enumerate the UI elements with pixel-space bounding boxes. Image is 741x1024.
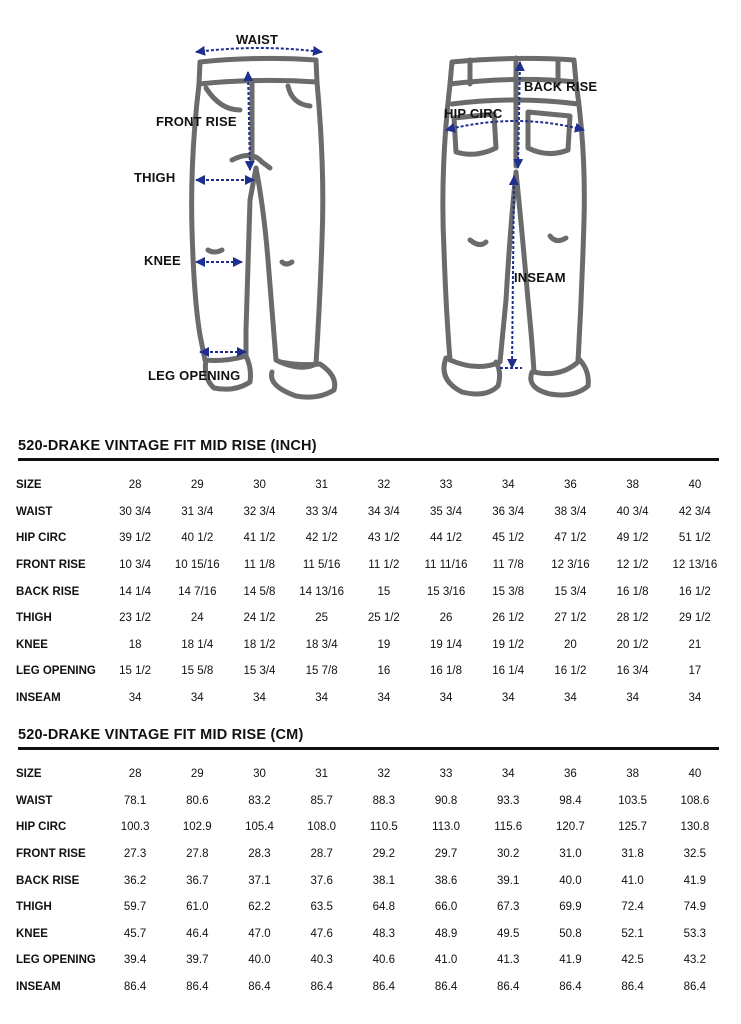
table-cell: 30.2	[497, 848, 520, 861]
row-label: BACK RISE	[16, 585, 80, 598]
table-cell: 28.3	[248, 848, 271, 861]
table-cell: 25 1/2	[367, 612, 400, 625]
table-cell: 15 3/4	[243, 665, 276, 678]
table-cell: 51 1/2	[678, 532, 711, 545]
table-cell: 100.3	[120, 821, 150, 834]
table-cell: 86.4	[621, 981, 644, 994]
row-label: SIZE	[16, 479, 42, 492]
table-cell: 28	[128, 768, 142, 781]
table-cell: 29.7	[434, 848, 458, 861]
table-cell: 17	[688, 665, 702, 678]
table-row	[14, 499, 726, 526]
cm-size-table	[14, 761, 726, 1000]
table-cell: 37.1	[248, 874, 271, 887]
table-cell: 93.3	[497, 794, 520, 807]
table-cell: 43.2	[683, 954, 707, 967]
table-cell: 113.0	[432, 821, 460, 834]
row-label: HIP CIRC	[16, 821, 67, 834]
table-cell: 86.4	[248, 981, 271, 994]
table-cell: 27.8	[186, 848, 209, 861]
row-label: THIGH	[16, 901, 52, 914]
table-cell: 34	[128, 692, 142, 705]
table-cell: 18 1/4	[181, 638, 214, 651]
table-cell: 40.0	[559, 874, 582, 887]
table-cell: 34	[564, 692, 577, 705]
table-cell: 86.4	[372, 981, 396, 994]
row-label: LEG OPENING	[16, 665, 96, 678]
table-cell: 12 1/2	[616, 559, 649, 572]
table-row	[14, 632, 726, 659]
inch-table-title: 520-DRAKE VINTAGE FIT MID RISE (INCH)	[18, 438, 317, 454]
table-cell: 11 11/16	[424, 559, 468, 572]
table-cell: 11 1/2	[368, 559, 400, 572]
table-cell: 40 1/2	[181, 532, 214, 545]
row-label: HIP CIRC	[16, 532, 67, 545]
table-cell: 40.0	[248, 954, 271, 967]
table-cell: 15 1/2	[119, 665, 152, 678]
table-row	[14, 974, 726, 1001]
table-cell: 12 3/16	[551, 559, 590, 572]
table-cell: 18 1/2	[243, 638, 276, 651]
table-cell: 19 1/2	[492, 638, 525, 651]
table-row	[14, 552, 726, 579]
table-cell: 31 3/4	[181, 505, 214, 518]
table-cell: 41.9	[559, 954, 582, 967]
table-cell: 88.3	[372, 794, 396, 807]
table-cell: 34 3/4	[367, 505, 400, 518]
table-cell: 120.7	[556, 821, 585, 834]
table-cell: 32	[377, 768, 391, 781]
row-label: THIGH	[16, 612, 52, 625]
table-cell: 38.6	[434, 874, 458, 887]
table-cell: 40	[688, 479, 702, 492]
table-cell: 41.0	[434, 954, 458, 967]
row-label: KNEE	[16, 638, 48, 651]
front-pants-drawing	[192, 58, 335, 397]
table-cell: 30	[253, 768, 266, 781]
table-cell: 36 3/4	[492, 505, 525, 518]
table-cell: 86.4	[123, 981, 147, 994]
table-cell: 16 1/4	[492, 665, 525, 678]
table-cell: 45 1/2	[492, 532, 525, 545]
table-cell: 20 1/2	[616, 638, 649, 651]
table-cell: 39.4	[123, 954, 147, 967]
row-label: INSEAM	[16, 692, 61, 705]
table-cell: 16 1/2	[678, 585, 711, 598]
table-cell: 27.3	[123, 848, 147, 861]
table-cell: 61.0	[186, 901, 209, 914]
table-cell: 48.9	[434, 927, 458, 940]
table-cell: 40.6	[372, 954, 396, 967]
row-label: BACK RISE	[16, 874, 80, 887]
table-cell: 103.5	[618, 794, 647, 807]
table-cell: 45.7	[123, 927, 147, 940]
table-cell: 105.4	[245, 821, 274, 834]
table-cell: 66.0	[434, 901, 458, 914]
table-cell: 31	[315, 768, 329, 781]
table-cell: 41 1/2	[243, 532, 276, 545]
waist-arrow	[196, 48, 322, 52]
table-cell: 38.1	[372, 874, 396, 887]
table-cell: 62.2	[248, 901, 271, 914]
table-cell: 41.3	[497, 954, 520, 967]
table-cell: 31	[315, 479, 329, 492]
table-cell: 11 1/8	[243, 559, 276, 572]
inch-table-rule	[18, 458, 719, 461]
table-cell: 15 3/4	[554, 585, 587, 598]
table-cell: 36	[564, 768, 577, 781]
table-cell: 34	[501, 479, 515, 492]
leg-opening-label: LEG OPENING	[148, 368, 241, 383]
table-cell: 83.2	[248, 794, 271, 807]
table-row	[14, 525, 726, 552]
table-cell: 16 3/4	[616, 665, 649, 678]
waist-label: WAIST	[236, 32, 279, 47]
table-cell: 33 3/4	[305, 505, 338, 518]
table-cell: 14 13/16	[299, 585, 345, 598]
table-cell: 14 7/16	[178, 585, 217, 598]
inch-size-table	[14, 472, 726, 711]
table-cell: 20	[564, 638, 577, 651]
table-cell: 47.6	[310, 927, 333, 940]
table-cell: 34	[315, 692, 329, 705]
table-cell: 30 3/4	[119, 505, 152, 518]
table-cell: 26 1/2	[492, 612, 525, 625]
table-cell: 33	[439, 768, 453, 781]
front-rise-label: FRONT RISE	[156, 114, 237, 129]
table-cell: 19 1/4	[430, 638, 463, 651]
table-cell: 50.8	[559, 927, 582, 940]
table-row	[14, 867, 726, 894]
table-cell: 78.1	[123, 794, 147, 807]
table-cell: 29	[190, 768, 204, 781]
table-cell: 15 3/8	[492, 585, 525, 598]
table-cell: 38 3/4	[554, 505, 587, 518]
table-cell: 34	[439, 692, 453, 705]
table-cell: 27 1/2	[554, 612, 587, 625]
table-cell: 34	[501, 692, 515, 705]
table-cell: 28 1/2	[616, 612, 649, 625]
table-cell: 37.6	[310, 874, 333, 887]
table-cell: 108.0	[307, 821, 337, 834]
table-cell: 36	[564, 479, 577, 492]
table-cell: 15 5/8	[181, 665, 214, 678]
table-cell: 24	[190, 612, 204, 625]
table-cell: 39.7	[186, 954, 209, 967]
table-cell: 28.7	[310, 848, 333, 861]
table-cell: 34	[501, 768, 515, 781]
table-cell: 39.1	[497, 874, 520, 887]
table-cell: 10 3/4	[119, 559, 152, 572]
thigh-label: THIGH	[134, 170, 176, 185]
table-row	[14, 658, 726, 685]
table-cell: 72.4	[621, 901, 644, 914]
table-cell: 86.4	[559, 981, 582, 994]
table-cell: 29.2	[372, 848, 396, 861]
table-cell: 34	[190, 692, 204, 705]
cm-table-rule	[18, 747, 719, 750]
table-cell: 125.7	[618, 821, 647, 834]
row-label: KNEE	[16, 927, 48, 940]
table-cell: 25	[315, 612, 329, 625]
table-cell: 31.8	[621, 848, 644, 861]
table-cell: 16 1/8	[430, 665, 463, 678]
table-cell: 85.7	[310, 794, 333, 807]
table-cell: 19	[377, 638, 391, 651]
table-cell: 80.6	[186, 794, 209, 807]
table-cell: 90.8	[434, 794, 458, 807]
table-cell: 41.0	[621, 874, 644, 887]
table-cell: 39 1/2	[119, 532, 152, 545]
pants-illustration	[0, 0, 741, 420]
table-row	[14, 761, 726, 788]
table-cell: 34	[253, 692, 266, 705]
table-cell: 38	[626, 479, 639, 492]
table-row	[14, 841, 726, 868]
table-cell: 30	[253, 479, 266, 492]
table-cell: 11 7/8	[492, 559, 524, 572]
table-cell: 21	[688, 638, 702, 651]
table-cell: 26	[439, 612, 453, 625]
table-cell: 18 3/4	[305, 638, 338, 651]
table-cell: 34	[688, 692, 702, 705]
table-cell: 34	[377, 692, 391, 705]
table-cell: 53.3	[683, 927, 707, 940]
table-cell: 42 1/2	[305, 532, 338, 545]
back-rise-label: BACK RISE	[524, 79, 598, 94]
table-cell: 41.9	[683, 874, 707, 887]
table-cell: 74.9	[683, 901, 707, 914]
table-cell: 86.4	[434, 981, 458, 994]
table-cell: 108.6	[680, 794, 710, 807]
table-cell: 28	[128, 479, 142, 492]
table-cell: 10 15/16	[174, 559, 220, 572]
table-row	[14, 605, 726, 632]
table-row	[14, 947, 726, 974]
table-cell: 16 1/2	[554, 665, 587, 678]
table-cell: 38	[626, 768, 639, 781]
table-cell: 34	[626, 692, 639, 705]
table-cell: 86.4	[186, 981, 209, 994]
table-cell: 32.5	[683, 848, 707, 861]
table-row	[14, 685, 726, 712]
table-row	[14, 472, 726, 499]
table-cell: 47.0	[248, 927, 271, 940]
table-cell: 16	[377, 665, 391, 678]
table-cell: 40 3/4	[616, 505, 649, 518]
table-cell: 40	[688, 768, 702, 781]
table-cell: 18	[128, 638, 142, 651]
table-cell: 40.3	[310, 954, 333, 967]
table-cell: 42.5	[621, 954, 644, 967]
table-cell: 98.4	[559, 794, 582, 807]
table-cell: 24 1/2	[243, 612, 276, 625]
row-label: INSEAM	[16, 981, 61, 994]
table-cell: 102.9	[182, 821, 212, 834]
table-cell: 29	[190, 479, 204, 492]
table-cell: 35 3/4	[430, 505, 463, 518]
knee-label: KNEE	[144, 253, 181, 268]
table-cell: 110.5	[369, 821, 398, 834]
table-cell: 15	[377, 585, 391, 598]
table-cell: 33	[439, 479, 453, 492]
measurement-diagram	[0, 0, 741, 420]
table-cell: 43 1/2	[367, 532, 400, 545]
table-cell: 16 1/8	[616, 585, 649, 598]
table-cell: 14 5/8	[243, 585, 276, 598]
table-cell: 115.6	[494, 821, 523, 834]
table-cell: 32 3/4	[243, 505, 276, 518]
table-cell: 29 1/2	[678, 612, 711, 625]
row-label: FRONT RISE	[16, 559, 86, 572]
table-cell: 12 13/16	[672, 559, 718, 572]
table-cell: 49 1/2	[616, 532, 649, 545]
table-cell: 32	[377, 479, 391, 492]
table-row	[14, 894, 726, 921]
table-cell: 36.2	[123, 874, 147, 887]
table-cell: 69.9	[559, 901, 582, 914]
table-cell: 23 1/2	[119, 612, 152, 625]
table-cell: 49.5	[497, 927, 520, 940]
table-cell: 14 1/4	[119, 585, 152, 598]
row-label: SIZE	[16, 768, 42, 781]
hip-circ-label: HIP CIRC	[444, 106, 503, 121]
row-label: FRONT RISE	[16, 848, 86, 861]
table-cell: 36.7	[186, 874, 209, 887]
table-row	[14, 578, 726, 605]
table-cell: 59.7	[123, 901, 147, 914]
table-cell: 48.3	[372, 927, 396, 940]
table-cell: 15 7/8	[305, 665, 338, 678]
table-cell: 11 5/16	[302, 559, 341, 572]
table-cell: 67.3	[497, 901, 520, 914]
table-row	[14, 788, 726, 815]
table-cell: 86.4	[310, 981, 333, 994]
table-cell: 47 1/2	[554, 532, 587, 545]
table-cell: 42 3/4	[678, 505, 711, 518]
row-label: WAIST	[16, 794, 53, 807]
table-cell: 44 1/2	[430, 532, 463, 545]
table-cell: 86.4	[497, 981, 520, 994]
table-cell: 52.1	[621, 927, 644, 940]
cm-table-title: 520-DRAKE VINTAGE FIT MID RISE (CM)	[18, 727, 304, 743]
row-label: WAIST	[16, 505, 53, 518]
table-cell: 86.4	[683, 981, 707, 994]
table-row	[14, 814, 726, 841]
table-cell: 64.8	[372, 901, 396, 914]
table-cell: 63.5	[310, 901, 333, 914]
table-cell: 31.0	[559, 848, 582, 861]
inseam-label: INSEAM	[514, 270, 566, 285]
table-cell: 15 3/16	[426, 585, 466, 598]
table-cell: 46.4	[186, 927, 209, 940]
table-row	[14, 921, 726, 948]
table-cell: 130.8	[680, 821, 710, 834]
row-label: LEG OPENING	[16, 954, 96, 967]
